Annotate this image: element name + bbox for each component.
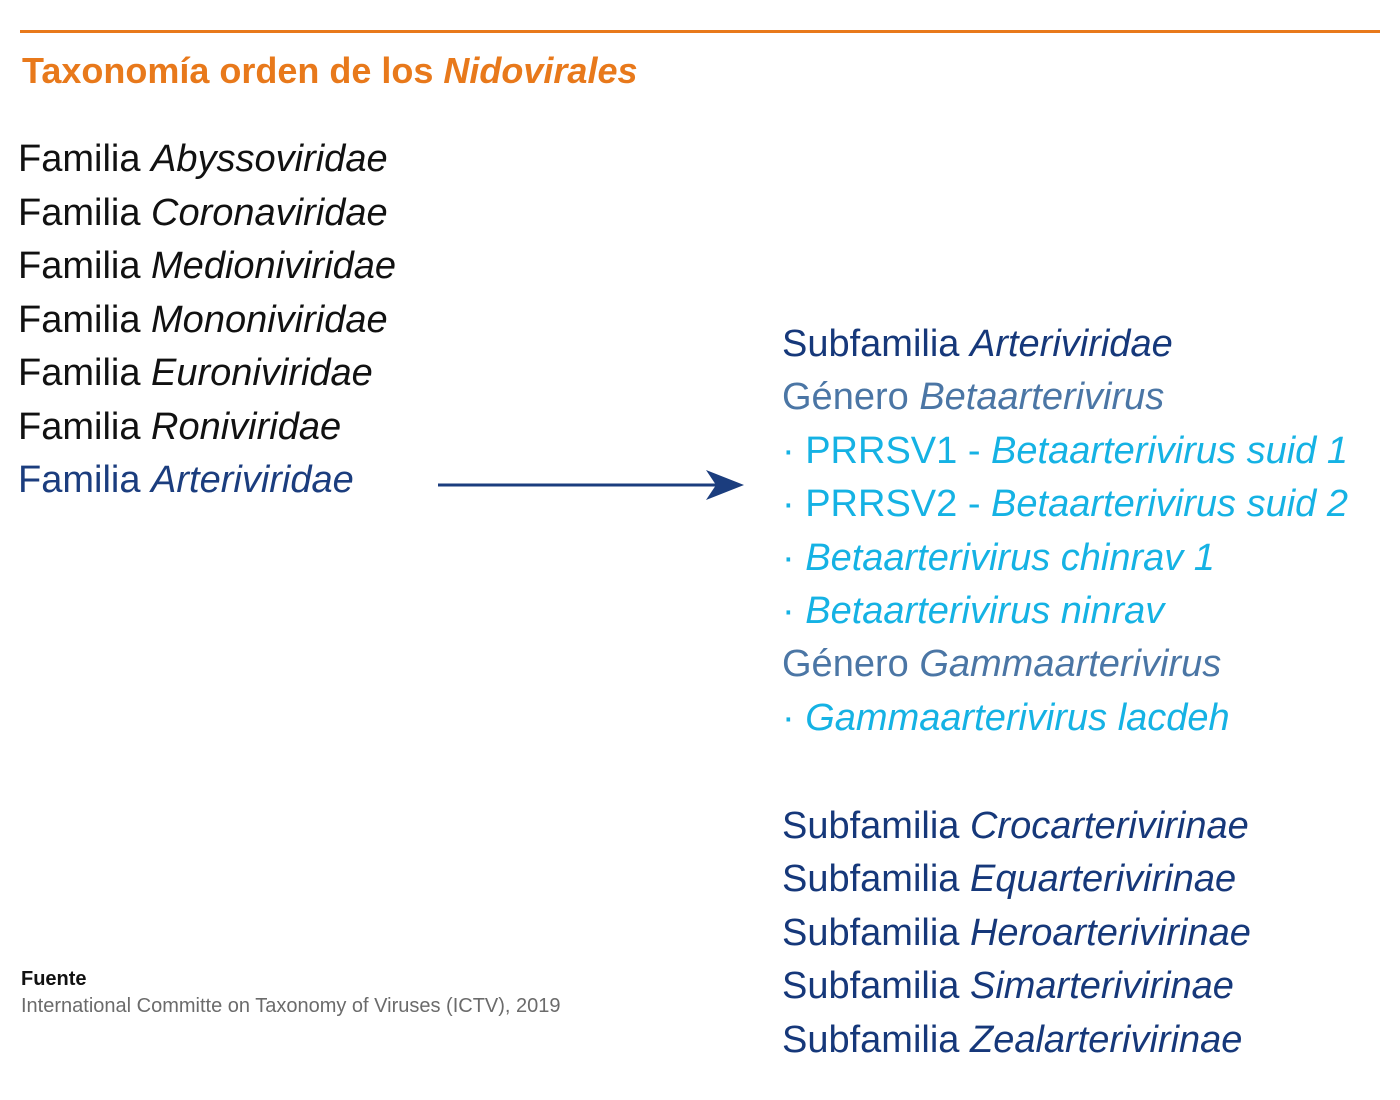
other-subfamilies-list [782, 800, 1251, 1067]
species-item [782, 585, 1348, 638]
family-name: Arteriviridae [151, 459, 354, 501]
family-rank: Familia [18, 405, 141, 448]
subfamily-item [782, 960, 1251, 1013]
title-taxon: Nidovirales [443, 50, 638, 91]
species-item [782, 692, 1348, 745]
taxon-name: Betaarterivirus suid 1 [991, 429, 1348, 472]
taxon-name: Gammaarterivirus [919, 643, 1222, 686]
taxon-name: Betaarterivirus ninrav [805, 590, 1165, 633]
rank-label: Género [782, 376, 909, 419]
taxon-name: Simarterivirinae [969, 965, 1234, 1008]
species-item [782, 478, 1348, 531]
expand-arrow-icon [436, 468, 748, 502]
rank-label: Subfamilia [782, 858, 960, 901]
subfamily-item [782, 1014, 1251, 1067]
species-item [782, 425, 1348, 478]
source-label: Fuente [21, 968, 87, 990]
source-note [21, 966, 561, 1020]
rank-label: Subfamilia [782, 323, 960, 365]
family-item [18, 187, 396, 241]
taxon-name: Arteriviridae [969, 323, 1173, 365]
taxon-name: Betaarterivirus [919, 376, 1165, 419]
rank-label: · [782, 590, 806, 633]
subfamily-item [782, 800, 1251, 853]
taxon-name: Equarterivirinae [969, 858, 1237, 901]
rank-label: Género [782, 643, 909, 686]
family-item-arteriviridae [18, 454, 396, 508]
family-rank: Familia [18, 245, 141, 287]
family-item [18, 347, 396, 401]
title-rule [20, 30, 1380, 33]
family-rank: Familia [18, 138, 141, 180]
family-name: Mononiviridae [151, 298, 388, 341]
subfamily-heading [782, 318, 1348, 371]
family-rank: Familia [18, 191, 141, 234]
family-name: Coronaviridae [151, 191, 388, 234]
rank-label: · PRRSV1 - [782, 429, 992, 472]
species-item [782, 532, 1348, 585]
subfamily-item [782, 853, 1251, 906]
rank-label: Subfamilia [782, 965, 960, 1008]
rank-label: · PRRSV2 - [782, 483, 992, 526]
family-name: Roniviridae [151, 405, 342, 448]
genus-item [782, 638, 1348, 691]
family-item [18, 240, 396, 294]
family-item [18, 133, 396, 187]
taxon-name: Heroarterivirinae [969, 911, 1251, 954]
taxon-name: Gammaarterivirus lacdeh [805, 696, 1230, 739]
family-item [18, 294, 396, 348]
taxon-name: Zealarterivirinae [969, 1018, 1243, 1061]
genus-item [782, 371, 1348, 424]
family-list [18, 133, 396, 508]
family-rank: Familia [18, 298, 141, 341]
family-name: Medioniviridae [151, 245, 397, 287]
taxon-name: Crocarterivirinae [969, 805, 1249, 847]
source-citation: International Committe on Taxonomy of Viruses (ICTV), 2019 [21, 995, 561, 1017]
rank-label: · [782, 696, 806, 739]
family-rank: Familia [18, 459, 141, 501]
arteriviridae-detail-list [782, 318, 1348, 745]
family-name: Abyssoviridae [151, 138, 388, 180]
taxon-name: Betaarterivirus suid 2 [991, 483, 1348, 526]
subfamily-item [782, 907, 1251, 960]
rank-label: Subfamilia [782, 911, 960, 954]
page-title [22, 46, 638, 96]
rank-label: Subfamilia [782, 805, 960, 847]
title-text: Taxonomía orden de los [22, 50, 444, 91]
rank-label: Subfamilia [782, 1018, 960, 1061]
taxon-name: Betaarterivirus chinrav 1 [805, 536, 1215, 579]
rank-label: · [782, 536, 806, 579]
family-rank: Familia [18, 352, 141, 394]
family-name: Euroniviridae [151, 352, 373, 394]
family-item [18, 401, 396, 455]
